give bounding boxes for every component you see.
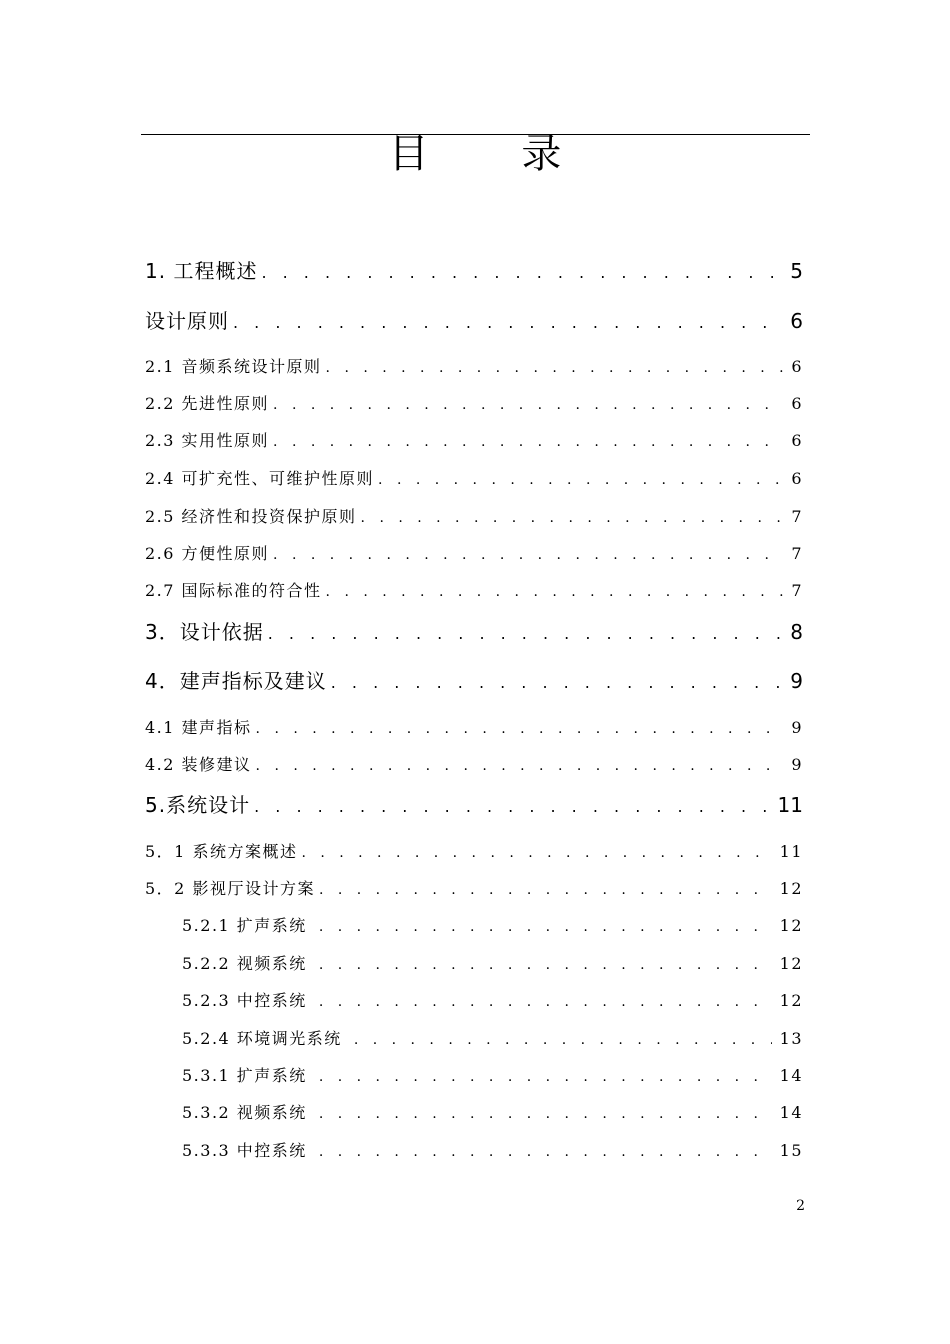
toc-entry-page: 9 — [791, 755, 803, 774]
toc-entry[interactable] — [182, 912, 803, 940]
toc-entry-label: 4.2 装修建议 — [145, 755, 252, 774]
toc-entry-page: 12 — [779, 879, 803, 898]
toc-entry-page: 9 — [790, 669, 803, 693]
toc-entry-page: 7 — [791, 507, 803, 526]
toc-entry-page: 12 — [779, 916, 803, 935]
toc-entry[interactable] — [145, 540, 803, 568]
toc-entry-page: 12 — [779, 954, 803, 973]
dot-leader — [378, 466, 783, 494]
dot-leader — [319, 1063, 772, 1091]
toc-entry-label: 2.6 方便性原则 — [145, 544, 270, 563]
toc-entry-label: 5.3.3 中控系统 — [182, 1141, 307, 1160]
toc-entry-page: 9 — [791, 718, 803, 737]
toc-entry-page: 6 — [791, 394, 803, 413]
dot-leader — [319, 1100, 772, 1128]
toc-entry-page: 6 — [791, 357, 803, 376]
dot-leader — [256, 752, 784, 780]
dot-leader — [319, 876, 772, 904]
toc-entry-page: 6 — [791, 469, 803, 488]
toc-entry[interactable] — [182, 1099, 803, 1127]
toc-entry-page: 6 — [790, 309, 803, 333]
toc-entry-label: 5.2.4 环境调光系统 — [182, 1029, 342, 1048]
dot-leader — [319, 1138, 772, 1166]
toc-entry-label: 2.4 可扩充性、可维护性原则 — [145, 469, 375, 488]
toc-entry[interactable] — [182, 987, 803, 1015]
toc-entry-label: 5．1 系统方案概述 — [145, 842, 298, 861]
toc-entry-label: 5.3.1 扩声系统 — [182, 1066, 307, 1085]
dot-leader — [319, 913, 772, 941]
toc-entry-page: 14 — [779, 1103, 803, 1122]
toc-entry-label: 5.2.2 视频系统 — [182, 954, 307, 973]
toc-entry-label: 1. 工程概述 — [145, 259, 258, 283]
toc-entry[interactable] — [145, 667, 803, 695]
dot-leader — [319, 951, 772, 979]
toc-entry[interactable] — [145, 465, 803, 493]
toc-entry-label: 2.1 音频系统设计原则 — [145, 357, 322, 376]
toc-entry[interactable] — [145, 577, 803, 605]
toc-title: 目 录 — [388, 131, 602, 177]
toc-entry-label: 3．设计依据 — [145, 620, 264, 644]
toc-entry[interactable] — [182, 1137, 803, 1165]
dot-leader — [331, 669, 783, 697]
toc-entry[interactable] — [145, 353, 803, 381]
dot-leader — [273, 428, 783, 456]
toc-entry[interactable] — [145, 390, 803, 418]
dot-leader — [273, 391, 783, 419]
toc-entry[interactable] — [182, 950, 803, 978]
toc-entry-page: 7 — [791, 581, 803, 600]
toc-entry-page: 8 — [790, 620, 803, 644]
toc-entry-page: 11 — [777, 793, 803, 817]
toc-entry[interactable] — [145, 791, 803, 819]
dot-leader — [254, 793, 769, 821]
dot-leader — [319, 988, 772, 1016]
toc-entry-label: 4．建声指标及建议 — [145, 669, 327, 693]
toc-entry-page: 13 — [779, 1029, 803, 1048]
dot-leader — [326, 354, 784, 382]
page-number: 2 — [796, 1198, 805, 1214]
dot-leader — [273, 541, 783, 569]
toc-entry[interactable] — [182, 1062, 803, 1090]
toc-entry[interactable] — [182, 1025, 803, 1053]
dot-leader — [233, 309, 782, 337]
dot-leader — [354, 1026, 772, 1054]
dot-leader — [326, 578, 784, 606]
toc-entry-page: 7 — [791, 544, 803, 563]
toc-entry[interactable] — [145, 751, 803, 779]
toc-entry[interactable] — [145, 427, 803, 455]
toc-entry-page: 5 — [790, 259, 803, 283]
toc-entry[interactable] — [145, 257, 803, 285]
toc-entry-label: 2.3 实用性原则 — [145, 431, 270, 450]
dot-leader — [301, 839, 771, 867]
dot-leader — [361, 504, 784, 532]
dot-leader — [256, 715, 784, 743]
toc-entry-label: 4.1 建声指标 — [145, 718, 252, 737]
toc-entry-label: 2.7 国际标准的符合性 — [145, 581, 322, 600]
toc-entry-label: 5．2 影视厅设计方案 — [145, 879, 315, 898]
toc-entry-label: 设计原则 — [145, 309, 229, 333]
dot-leader — [268, 620, 783, 648]
toc-entry-label: 2.2 先进性原则 — [145, 394, 270, 413]
toc-entry[interactable] — [145, 307, 803, 335]
toc-entry-page: 15 — [779, 1141, 803, 1160]
toc-entry-page: 14 — [779, 1066, 803, 1085]
toc-entry[interactable] — [145, 618, 803, 646]
toc-entry[interactable] — [145, 503, 803, 531]
dot-leader — [261, 259, 782, 287]
toc-entry-label: 5.2.1 扩声系统 — [182, 916, 307, 935]
toc-entry-label: 2.5 经济性和投资保护原则 — [145, 507, 357, 526]
toc-entry-page: 6 — [791, 431, 803, 450]
toc-entry-label: 5.2.3 中控系统 — [182, 991, 307, 1010]
toc-entry[interactable] — [145, 838, 803, 866]
toc-entry[interactable] — [145, 714, 803, 742]
toc-entry[interactable] — [145, 875, 803, 903]
toc-entry-label: 5.系统设计 — [145, 793, 251, 817]
toc-entry-label: 5.3.2 视频系统 — [182, 1103, 307, 1122]
toc-entry-page: 12 — [779, 991, 803, 1010]
toc-entry-page: 11 — [779, 842, 803, 861]
